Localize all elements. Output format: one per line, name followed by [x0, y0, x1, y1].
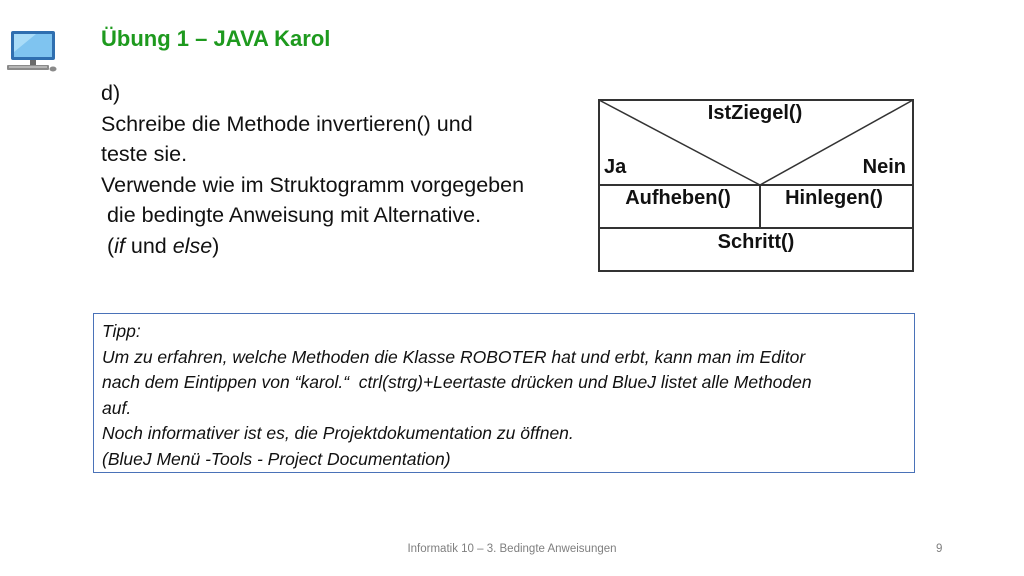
- task-label: d): [101, 81, 121, 105]
- tip-line-4: auf.: [102, 397, 132, 418]
- keyword-if: if: [114, 233, 125, 258]
- tip-line-3: nach dem Eintippen von “karol.“ ctrl(strg)+Leertaste drücken und BlueJ listet alle Methoden: [102, 372, 812, 392]
- task-and: und: [124, 233, 173, 258]
- no-label: Nein: [862, 156, 906, 178]
- task-line-2: teste sie.: [101, 142, 188, 166]
- computer-icon: [6, 30, 58, 76]
- task-line-3: Verwende wie im Struktogramm vorgegeben: [101, 172, 525, 197]
- task-paren-close: ): [212, 233, 220, 258]
- task-text: [101, 78, 581, 261]
- yes-label: Ja: [604, 156, 627, 178]
- tip-heading: Tipp:: [102, 321, 141, 341]
- struktogramm: [598, 99, 914, 272]
- tip-line-2: Um zu erfahren, welche Methoden die Klasse ROBOTER hat und erbt, kann man im Editor: [102, 346, 806, 367]
- tip-line-6: (BlueJ Menü -Tools - Project Documentation): [102, 448, 451, 469]
- after-statement: Schritt(): [717, 231, 795, 253]
- no-branch: Hinlegen(): [785, 187, 883, 209]
- keyword-else: else: [172, 233, 213, 258]
- tip-box: [93, 313, 915, 473]
- task-paren-open: (: [101, 233, 115, 258]
- condition-label: IstZiegel(): [707, 102, 803, 124]
- task-line-4: die bedingte Anweisung mit Alternative.: [101, 203, 482, 227]
- page-number: 9: [936, 543, 943, 555]
- footer-text: Informatik 10 – 3. Bedingte Anweisungen: [407, 543, 617, 555]
- task-line-5: [101, 231, 581, 262]
- slide-title: Übung 1 – JAVA Karol: [101, 26, 331, 51]
- tip-line-5: Noch informativer ist es, die Projektdokumentation zu öffnen.: [102, 423, 574, 443]
- task-line-1: Schreibe die Methode invertieren() und: [101, 111, 473, 136]
- yes-branch: Aufheben(): [625, 187, 731, 209]
